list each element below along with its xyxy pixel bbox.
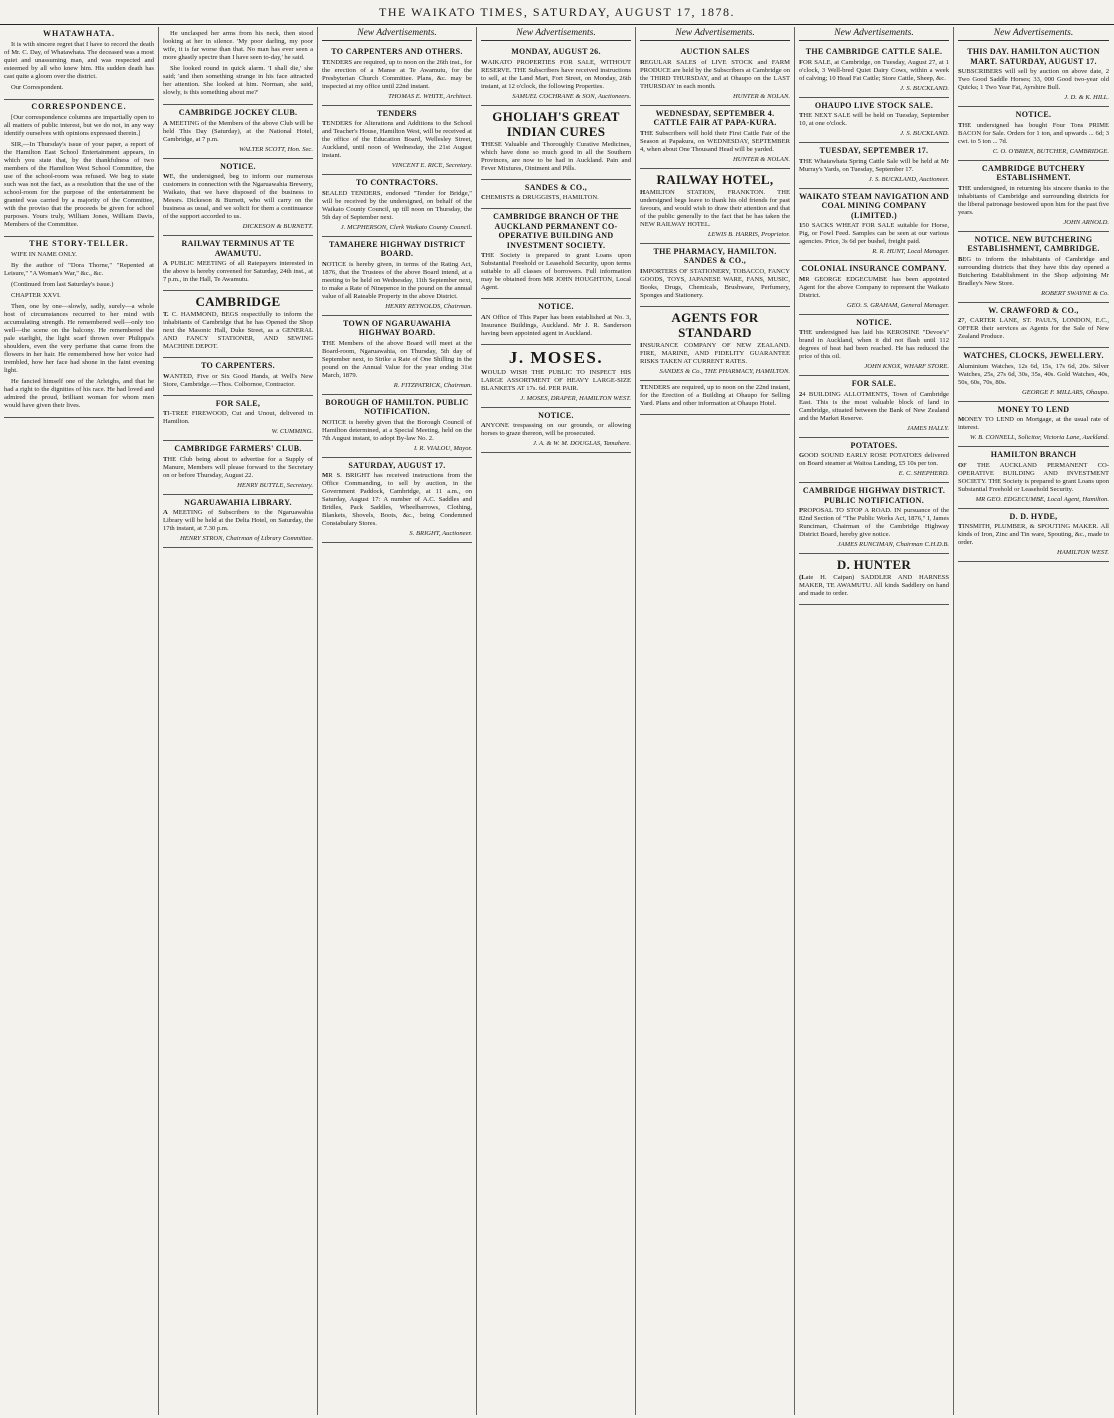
ad-signature: HUNTER & NOLAN. — [733, 92, 790, 100]
ad-body: REGULAR SALES of LIVE STOCK and FARM PRODUCE are held by the Subscribers at Cambridge on the THIRD THURSDAY, and at Ohaupo on the LAST THURSDAY in each month. — [640, 58, 790, 90]
ad-title: RAILWAY TERMINUS AT TE AWAMUTU. — [181, 239, 295, 258]
ad-title: HAMILTON BRANCH — [990, 450, 1077, 459]
advertisement — [958, 509, 1109, 563]
ad-title: COLONIAL INSURANCE COMPANY. — [801, 264, 947, 273]
ad-signature: S. BRIGHT, Auctioneer. — [409, 530, 472, 537]
column-heading: New Advertisements. — [958, 27, 1109, 41]
advertisement — [481, 345, 631, 408]
article-paragraph: He unclasped her arms from his neck, then stood looking at her in silence. 'My poor darling, my poor wife, it is far worse than that. No man has ever seen a more ghastly spectre than I have seen to-day,' he said. — [163, 30, 313, 61]
article-paragraph: [Our correspondence columns are impartially open to all matters of public interest, but we do not, in any way identify ourselves with opinions expressed therein.] — [4, 114, 154, 137]
columns-container — [0, 27, 1114, 1415]
ad-title: D. HUNTER — [836, 557, 912, 572]
ad-signature: JAMES RUNCIMAN, Chairman C.H.D.B. — [837, 541, 949, 548]
advertisement — [958, 348, 1109, 402]
ad-body: THE NEXT SALE will be held on Tuesday, September 10, at one o'clock. — [799, 112, 949, 127]
ad-signature: SAMUEL COCHRANE & SON, Auctioneers. — [512, 92, 631, 100]
advertisement — [799, 44, 949, 98]
ad-title: TENDERS — [377, 108, 417, 118]
advertisement — [799, 315, 949, 377]
ad-title: NOTICE. — [538, 302, 574, 311]
ad-body: INSURANCE COMPANY OF NEW ZEALAND. FIRE, MARINE, AND FIDELITY GUARANTEE RISKS TAKEN AT CURRENT RATES. — [640, 341, 790, 365]
advertisement — [322, 106, 472, 176]
ad-signature: HAMILTON WEST. — [1056, 549, 1109, 556]
ad-title: WAIKATO STEAM NAVIGATION AND COAL MINING COMPANY (LIMITED.) — [799, 191, 949, 220]
ad-title: TOWN OF NGARUAWAHIA HIGHWAY BOARD. — [343, 318, 451, 337]
ad-body: THE Club being about to advertise for a Supply of Manure, Members will please forward to the Secretary on or before Thursday, August 22. — [163, 455, 313, 479]
advertisement — [640, 106, 790, 169]
masthead: THE WAIKATO TIMES, SATURDAY, AUGUST 17, 1878. — [0, 0, 1114, 25]
ad-title: FOR SALE. — [851, 379, 897, 388]
ad-title: J. MOSES. — [508, 347, 604, 367]
ad-body: THE Subscribers will hold their First Cattle Fair of the Season at Papakura, on WEDNESDAY, SEPTEMBER 4, when about One Thousand Head will be yarded. — [640, 129, 790, 153]
ad-signature: R. R. HUNT, Local Manager. — [872, 248, 949, 255]
ad-body: 27, CARTER LANE, ST. PAUL'S, LONDON, E.C., OFFER their services as Agents for the Sale of New Zealand Produce. — [958, 317, 1109, 340]
ad-title: GHOLIAH'S GREAT INDIAN CURES — [492, 108, 620, 139]
advertisement — [163, 441, 313, 495]
ad-title: TUESDAY, SEPTEMBER 17. — [819, 146, 929, 155]
advertisement — [481, 209, 631, 299]
ad-signature: LEWIS B. HARRIS, Proprietor. — [707, 230, 790, 238]
ad-body: HAMILTON STATION, FRANKTON. THE undersigned begs leave to thank his old friends for past favours, and would wish to draw their attention and that of the public generally to the fact that he has taken the NEW RAILWAY HOTEL. — [640, 188, 790, 228]
advertisement — [481, 299, 631, 345]
ad-body: WAIKATO PROPERTIES FOR SALE, WITHOUT RESERVE. THE Subscribers have received instructions to sell, at the Land Mart, Fort Street, on Monday, 26th instant, at 12 o'clock, the following Properties. — [481, 58, 631, 90]
ad-signature: GEO. S. GRAHAM, General Manager. — [846, 301, 949, 309]
ad-title: SATURDAY, AUGUST 17. — [348, 460, 446, 470]
ad-signature: JAMES HALLY. — [906, 424, 949, 432]
column-4 — [477, 27, 636, 1415]
article-paragraph: She looked round in quick alarm. 'I shall die,' she said; 'and then something strange in his face attracted her attention. She looked at him. Norman, she said, slowly, is this something about me?' — [163, 65, 313, 96]
advertisement — [163, 495, 313, 549]
ad-title: CAMBRIDGE BRANCH OF THE AUCKLAND PERMANENT CO-OPERATIVE BUILDING AND INVESTMENT SOCIETY. — [493, 212, 619, 250]
ad-title: TO CARPENTERS AND OTHERS. — [331, 47, 463, 56]
article — [4, 237, 154, 418]
ad-body: THE undersigned, in returning his sincere thanks to the inhabitants of Cambridge and surrounding districts for the liberal patronage bestowed upon him for the past five years. — [958, 184, 1109, 216]
ad-body: BEG to inform the inhabitants of Cambridge and surrounding districts that they have this day opened a Butchering Establishment in the Shop adjoining Mr Bradley's New Store. — [958, 255, 1109, 287]
column-heading: New Advertisements. — [481, 27, 631, 41]
ad-body: FOR SALE, at Cambridge, on Tuesday, August 27, at 1 o'clock, 3 Well-bred Quiet Dairy Cows, within a week of calving; 10 Head Fat Cattle; Store Cattle, Sheep, &c. — [799, 58, 949, 82]
advertisement — [322, 175, 472, 237]
ad-signature: W. CUMMING. — [271, 428, 313, 435]
advertisement — [322, 237, 472, 316]
article-paragraph: Then, one by one—slowly, sadly, surely—a whole host of circumstances recurred to her mind with accumulating strength. He remembered well—only too well—the scene on the balcony. He remembered the pale starlight, the light scarf thrown over Philippa's shoulders, even the very perfume that came from the flowers in her hair. He remembered how her voice had trembled, how her face had shone in the faint evening light. — [4, 303, 154, 374]
article-paragraph: By the author of "Dora Thorne," "Repented at Leisure," "A Woman's War," &c., &c. — [4, 262, 154, 277]
ad-body: Aluminium Watches, 12s 6d, 15s, 17s 6d, 20s. Silver Watches, 25s, 27s 6d, 30s, 35s, 40s. Gold Watches, 40s, 50s, 60s, 70s, 80s. — [958, 362, 1109, 386]
ad-title: CAMBRIDGE JOCKEY CLUB. — [178, 108, 298, 117]
ad-body: THE Members of the above Board will meet at the Board-room, Ngaruawahia, on Thursday, 5th day of September next, to Strike a Rate of One Shilling in the pound on the Annual Value for the year ending 31st March, 1879. — [322, 339, 472, 379]
advertisement — [958, 303, 1109, 349]
ad-title: FOR SALE, — [215, 398, 261, 408]
advertisement — [640, 244, 790, 307]
ad-body: THESE Valuable and Thoroughly Curative Medicines, which have done so much good in all the Southern Provinces, are now to be had in Auckland. Pain and Fever Mixtures, Ointment and Pills. — [481, 140, 631, 172]
ad-signature: HENRY BUTTLE, Secretary. — [237, 481, 313, 489]
column-6 — [795, 27, 954, 1415]
column-5 — [636, 27, 795, 1415]
advertisement — [163, 396, 313, 442]
advertisement — [322, 316, 472, 395]
article-paragraph: He fancied himself one of the Arleighs, and that he had a right to the dignities of his race. He had loved and admired the proud, brilliant woman for whom men would have given their lives. — [4, 378, 154, 409]
advertisement — [481, 106, 631, 180]
ad-signature: JOHN ARNOLD. — [1063, 218, 1109, 226]
ad-body: MR S. BRIGHT has received instructions from the Office Commanding, to sell by auction, in the Government Paddock, Cambridge, at 11 a.m., on Saturday, August 17: A number of A.C. Saddles and Bridles, Pack Saddles, Wheelbarrows, Clothing, Blankets, Shovels, Boots, &c., being Condemned Constabulary Stores. — [322, 472, 472, 527]
ad-signature: J. A. & W. M. DOUGLAS, Tamahere. — [532, 440, 631, 447]
advertisement — [799, 143, 949, 189]
ad-body: NOTICE is hereby given, in terms of the Rating Act, 1876, that the Trustees of the above Board intend, at a meeting to be held on Wednesday, 11th September next, to make a Rate of Ninepence in the pound on the annual value of all Rateable Property in the above District. — [322, 260, 472, 300]
advertisement — [163, 159, 313, 237]
advertisement — [799, 261, 949, 315]
ad-body: SUBSCRIBERS will sell by auction on above date, 2 Two Good Saddle Horses; 33, 000 Good two-year old Quicks; 1 Two Year Fat, Ayrshire Bull. — [958, 68, 1109, 91]
article-title: CORRESPONDENCE. — [31, 102, 127, 111]
ad-title: D. D. HYDE, — [1009, 511, 1058, 521]
ad-body: TINSMITH, PLUMBER, & SPOUTING MAKER. All kinds of Iron, Zinc and Tin ware, Spouting, &c., made to order. — [958, 523, 1109, 546]
ad-title: W. CRAWFORD & CO., — [988, 305, 1079, 315]
ad-title: SANDES & CO., — [524, 182, 588, 192]
advertisement — [163, 358, 313, 396]
ad-signature: THOMAS E. WHITE, Architect. — [388, 92, 472, 100]
ad-signature: VINCENT E. RICE, Secretary. — [391, 162, 472, 169]
advertisement — [958, 232, 1109, 303]
ad-title: THIS DAY. HAMILTON AUCTION MART. SATURDAY, AUGUST 17. — [967, 47, 1100, 66]
ad-signature: MR GEO. EDGECUMBE, Local Agent, Hamilton. — [975, 495, 1109, 503]
ad-body: GOOD SOUND EARLY ROSE POTATOES delivered on Board steamer at Waitoa Landing, £5 10s per ton. — [799, 452, 949, 467]
ad-signature: J. S. BUCKLAND. — [900, 84, 949, 92]
ad-title: OHAUPO LIVE STOCK SALE. — [814, 100, 934, 110]
ad-signature: HUNTER & NOLAN. — [733, 155, 790, 163]
ad-body: NOTICE is hereby given that the Borough Council of Hamilton determined, at a Special Meeting, held on the 7th August instant, to adopt By-law No. 2. — [322, 418, 472, 442]
article-paragraph: WIFE IN NAME ONLY. — [11, 251, 77, 258]
ad-title: NOTICE. — [220, 161, 256, 171]
ad-body: WANTED, Five or Six Good Hands, at Well's New Store, Cambridge.—Thos. Colbornoe, Contractor. — [163, 372, 313, 388]
ad-signature: JOHN KNOX, WHARF STORE. — [864, 363, 949, 370]
ad-title: THE CAMBRIDGE CATTLE SALE. — [805, 47, 943, 56]
column-1 — [0, 27, 159, 1415]
ad-body: THE Society is prepared to grant Loans upon Substantial Freehold or Leasehold Security, upon terms suitable to all classes of borrowers. Full information may be obtained from MR JOHN HOUGHTON, Local Agent. — [481, 252, 631, 291]
ad-signature: WALTER SCOTT, Hon. Sec. — [238, 145, 313, 153]
article-paragraph: CHAPTER XXVI. — [11, 292, 61, 299]
ad-signature: J. S. BUCKLAND, Auctioneer. — [868, 175, 949, 183]
ad-body: SEALED TENDERS, endorsed "Tender for Bridge," will be received by the undersigned, on behalf of the Waikato County Council, up till noon on Thursday, the 5th day of September next. — [322, 189, 472, 221]
advertisement — [322, 458, 472, 544]
ad-body: WOULD WISH THE PUBLIC TO INSPECT HIS LARGE ASSORTMENT OF HEAVY LARGE-SIZE BLANKETS AT 17s. 6d. PER PAIR. — [481, 368, 631, 392]
ad-title: NOTICE. — [1015, 110, 1052, 119]
ad-title: NGARUAWAHIA LIBRARY. — [184, 497, 292, 507]
advertisement — [322, 44, 472, 106]
column-heading: New Advertisements. — [640, 27, 790, 41]
ad-body: TENDERS are required, up to noon on the 26th inst., for the erection of a Manse at Te Awamutu, for the Presbyterian Church Committee. Plans, &c. may be inspected at my office until 22nd instant. — [322, 58, 472, 90]
ad-body: TI-TREE FIREWOOD, Cut and Unout, delivered in Hamilton. — [163, 410, 313, 425]
ad-body: 150 SACKS WHEAT FOR SALE suitable for Horse, Pig, or Fowl Feed. Samples can be seen at our various agencies. Price, 3s 6d per bushel, freight paid. — [799, 222, 949, 245]
advertisement — [799, 554, 949, 605]
ad-signature: R. FITZPATRICK, Chairman. — [393, 381, 472, 389]
ad-body: TENDERS for Alterations and Additions to the School and Teacher's House, Hamilton West, will be received at the office of the Education Board, Wellesley Street, Auckland, until noon of Wednesday, the 21st August instant. — [322, 120, 472, 159]
ad-signature: J. MOSES, DRAPER, HAMILTON WEST. — [520, 394, 631, 402]
ad-title: WEDNESDAY, SEPTEMBER 4. CATTLE FAIR AT PAPA-KURA. — [653, 108, 777, 127]
ad-title: CAMBRIDGE BUTCHERY ESTABLISHMENT. — [981, 163, 1086, 182]
article — [4, 100, 154, 237]
advertisement — [163, 105, 313, 159]
ad-body: AN Office of This Paper has been established at No. 3, Insurance Buildings, Auckland. Mr J. R. Sanderson having been appointed agent in Auckland. — [481, 313, 631, 337]
article — [163, 27, 313, 105]
advertisement — [799, 483, 949, 554]
ad-title: CAMBRIDGE FARMERS' CLUB. — [174, 444, 302, 453]
ad-title: MONEY TO LEND — [997, 404, 1070, 414]
ad-signature: C. O. O'BRIEN, BUTCHER, CAMBRIDGE. — [992, 147, 1109, 155]
ad-title: POTATOES. — [850, 440, 898, 450]
ad-signature: J. S. BUCKLAND. — [900, 130, 949, 137]
ad-body: WE, the undersigned, beg to inform our numerous customers in connection with the Ngaruawahia Brewery, Waikato, that we have disposed of the business to Messrs. Dickeson & Burnett, who will carry on the business as usual, and we solicit for them a continuance of the support accorded to us. — [163, 173, 313, 220]
ad-body: T. C. HAMMOND, BEGS respectfully to inform the inhabitants of Cambridge that he has Opened the Shop next the Masonic Hall, Duke Street, as a GENERAL AND FANCY STATIONER, AND SEWING MACHINE DEPOT. — [163, 311, 313, 350]
ad-title: TAMAHERE HIGHWAY DISTRICT BOARD. — [328, 239, 466, 258]
ad-title: NOTICE. — [856, 317, 892, 327]
ad-body: ANYONE trespassing on our grounds, or allowing horses to graze thereon, will be prosecuted. — [481, 422, 631, 437]
article-paragraph: It is with sincere regret that I have to record the death of Mr. C. Day, of Whatawhata. The deceased was a most quiet and unassuming man, and was respected and esteemed by all who knew him. His sudden death has cast quite a gloom over the district. — [4, 41, 154, 80]
ad-title: THE PHARMACY, HAMILTON. SANDES & CO., — [653, 246, 777, 265]
column-heading: New Advertisements. — [799, 27, 949, 41]
ad-body: A PUBLIC MEETING of all Ratepayers interested in the above is hereby convened for Saturday, 24th inst., at 7 p.m., in the Hall, Te Awamutu. — [163, 260, 313, 283]
ad-title: RAILWAY HOTEL, — [656, 171, 774, 187]
ad-body: TENDERS are required, up to noon on the 22nd instant, for the Erection of a Building at Ohaupo for Selling Yard. Plans and other information at Ohaupo Hotel. — [640, 383, 790, 407]
ad-title: BOROUGH OF HAMILTON. PUBLIC NOTIFICATION. — [325, 397, 469, 416]
advertisement — [481, 44, 631, 106]
advertisement — [481, 180, 631, 210]
ad-title: CAMBRIDGE — [195, 294, 281, 309]
advertisement — [958, 107, 1109, 161]
ad-body: CHEMISTS & DRUGGISTS, HAMILTON. — [481, 194, 599, 201]
ad-body: IMPORTERS OF STATIONERY, TOBACCO, FANCY GOODS, TOYS, JAPANESE WARE, FANS, MUSIC, Books, Drugs, Chemicals, Brushware, Perfumery, Sponges and Stationery. — [640, 267, 790, 299]
article-paragraph: SIR,—In Thursday's issue of your paper, a report of the Hamilton East School Entertainment appears, in which you state that, by the thankfulness of two members of the Hamilton West School Committee, the use of the school-room was refused. We beg to state such was not the fact, as a resolution that the use of the school-room for the purpose of the entertainment be granted was carried by a majority of the Committee, with the proviso that the proceeds be given for school purposes. Yours truly, William Jones, William Davis, Members of the Committee. — [4, 141, 154, 228]
ad-signature: HENRY STRON, Chairman of Library Committee. — [179, 535, 313, 542]
advertisement — [163, 236, 313, 291]
ad-signature: W. B. CONNELL, Solicitor, Victoria Lane, Auckland. — [969, 434, 1109, 441]
column-3 — [318, 27, 477, 1415]
column-2 — [159, 27, 318, 1415]
column-7 — [954, 27, 1113, 1415]
ad-body: MONEY TO LEND on Mortgage, at the usual rate of interest. — [958, 416, 1109, 431]
advertisement — [640, 381, 790, 415]
ad-title: TO CARPENTERS. — [201, 361, 275, 370]
advertisement — [799, 189, 949, 262]
ad-signature: J. MCPHERSON, Clerk Waikato County Council. — [340, 223, 472, 231]
advertisement — [481, 408, 631, 454]
advertisement — [640, 169, 790, 244]
ad-signature: SANDES & Co., THE PHARMACY, HAMILTON. — [659, 367, 790, 375]
ad-body: MR GEORGE EDGECUMBE has been appointed Agent for the above Company to represent the Waikato District. — [799, 275, 949, 299]
ad-signature: ROBERT SWAYNE & Co. — [1041, 289, 1109, 297]
ad-body: OF THE AUCKLAND PERMANENT CO-OPERATIVE BUILDING AND INVESTMENT SOCIETY. THE Society is prepared to grant Loans upon Substantial Freehold or Leasehold Security. — [958, 461, 1109, 493]
ad-signature: J. D. & K. HILL. — [1064, 94, 1109, 101]
ad-body: A MEETING of the Members of the above Club will be held This Day (Saturday), at the National Hotel, Cambridge, at 7 p.m. — [163, 119, 313, 143]
advertisement — [799, 376, 949, 438]
advertisement — [958, 161, 1109, 232]
ad-signature: HENRY REYNOLDS, Chairman. — [385, 302, 472, 310]
advertisement — [640, 44, 790, 106]
ad-title: NOTICE. — [538, 410, 574, 420]
ad-title: WATCHES, CLOCKS, JEWELLERY. — [963, 351, 1104, 360]
ad-signature: GEORGE F. MILLARS, Ohaupo. — [1021, 388, 1109, 396]
ad-title: TO CONTRACTORS. — [356, 178, 438, 187]
article — [4, 27, 154, 100]
ad-title: CAMBRIDGE HIGHWAY DISTRICT. PUBLIC NOTIFICATION. — [802, 486, 946, 505]
article-paragraph: Our Correspondent. — [11, 84, 64, 91]
ad-title: AGENTS FOR STANDARD — [671, 309, 759, 340]
advertisement — [958, 447, 1109, 509]
ad-signature: DICKESON & BURNETT. — [242, 223, 313, 230]
ad-title: NOTICE. NEW BUTCHERING ESTABLISHMENT, CAMBRIDGE. — [967, 234, 1100, 253]
ad-body: A MEETING of Subscribers to the Ngaruawahia Library will be held at the Delta Hotel, on Saturday, the 17th instant, at 7.30 p.m. — [163, 509, 313, 532]
advertisement — [958, 402, 1109, 448]
article-title: WHATAWHATA. — [43, 29, 115, 38]
ad-title: AUCTION SALES — [680, 47, 750, 56]
advertisement — [640, 307, 790, 381]
ad-body: THE Whatawhata Spring Cattle Sale will be held at Mr Murray's Yards, on Tuesday, September 17. — [799, 157, 949, 173]
ad-body: (Late H. Caipan) SADDLER AND HARNESS MAKER, TE AWAMUTU. All kinds Saddlery on hand and made to order. — [799, 574, 949, 597]
advertisement — [799, 98, 949, 144]
ad-body: THE undersigned has laid his KEROSINE "Devoe's" brand in Auckland, when it did not flash until 112 degrees of heat had been reached. He has reduced the price of this oil. — [799, 329, 949, 360]
article-paragraph: (Continued from last Saturday's issue.) — [11, 281, 114, 288]
ad-title: MONDAY, AUGUST 26. — [511, 47, 601, 56]
advertisement — [163, 291, 313, 358]
column-heading: New Advertisements. — [322, 27, 472, 41]
advertisement — [958, 44, 1109, 107]
ad-body: 24 BUILDING ALLOTMENTS, Town of Cambridge East. This is the most valuable block of land in Cambridge, situated between the Bank of New Zealand and the Market Reserve. — [799, 390, 949, 422]
ad-body: THE undersigned has bought Four Tons PRIME BACON for Sale. Orders for 1 ton, and upwards ... 6d; 3 cwt. to 5 ton ... 7d. — [958, 121, 1109, 145]
ad-signature: E. C. SHEPHERD. — [898, 470, 949, 477]
advertisement — [322, 395, 472, 458]
article-title: THE STORY-TELLER. — [29, 239, 129, 248]
ad-body: PROPOSAL TO STOP A ROAD. IN pursuance of the 82nd Section of "The Public Works Act, 1876," I, James Runciman, Chairman of the Cambridge Highway District Board, hereby give notice. — [799, 507, 949, 538]
ad-signature: I. R. VIALOU, Mayor. — [413, 444, 472, 452]
advertisement — [799, 438, 949, 484]
